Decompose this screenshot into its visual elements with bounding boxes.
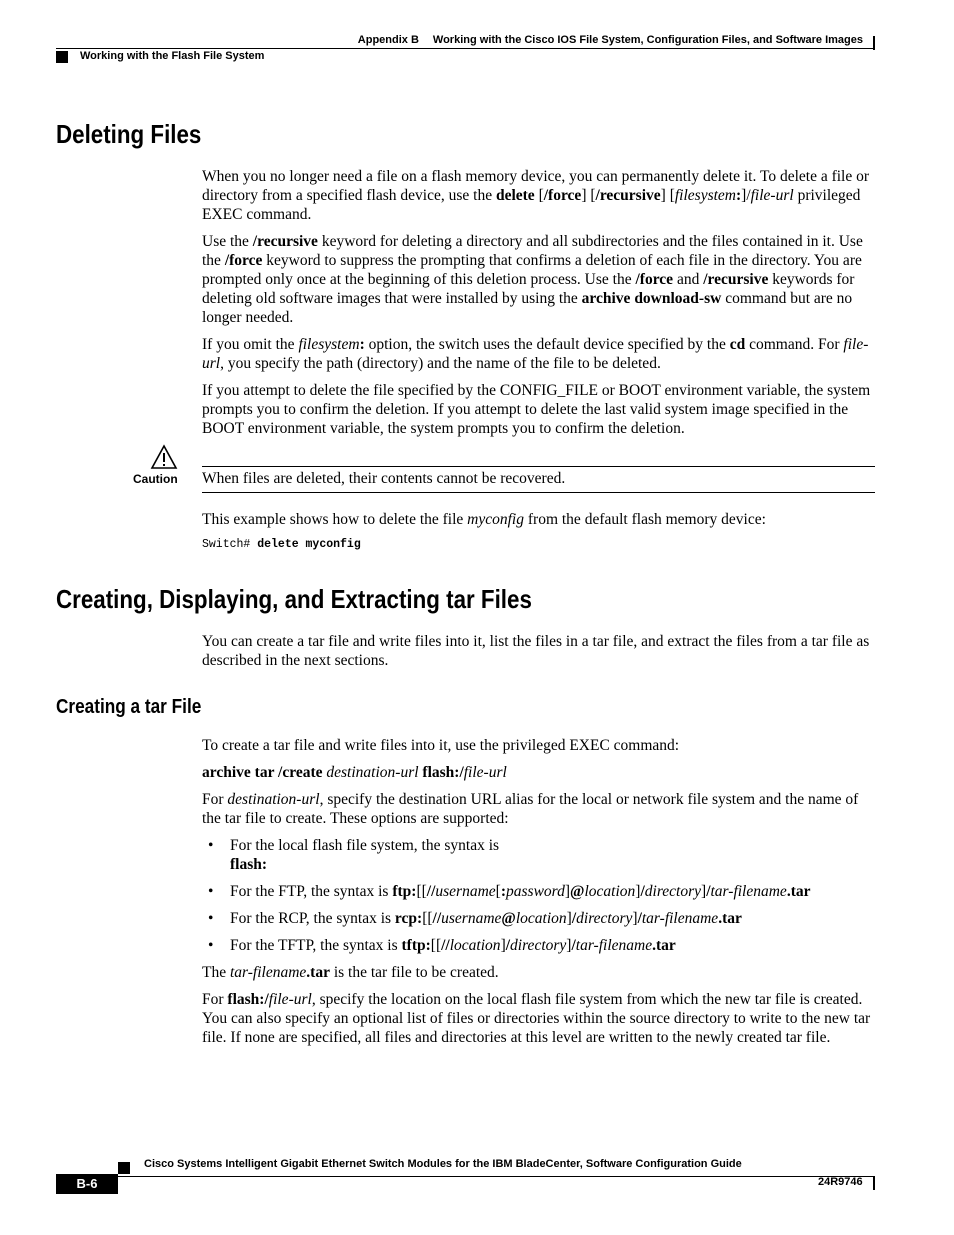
caution-warning-icon xyxy=(150,444,178,470)
deleting-example xyxy=(202,510,875,554)
creating-tar-body xyxy=(202,736,875,1055)
deleting-p5: This example shows how to delete the file myconfig from the default flash memory device: xyxy=(202,511,766,528)
deleting-p1: When you no longer need a file on a flash memory device, you can permanently delete it. To delete a file or directory from a specified flash device, use the delete [/force] [/recursive] [filesystem:]/file-url privileged EXEC command. xyxy=(202,168,870,223)
create-p1: To create a tar file and write files into it, use the privileged EXEC command: xyxy=(202,737,680,754)
url-syntax-list xyxy=(202,836,875,955)
page-number: B-6 xyxy=(56,1174,118,1194)
code-example xyxy=(202,535,875,554)
chapter-title: Working with the Cisco IOS File System, Configuration Files, and Software Images xyxy=(432,34,863,46)
deleting-p4: If you attempt to delete the file specified by the CONFIG_FILE or BOOT environment variable, the system prompts you to confirm the deletion. If you attempt to delete the last valid system image specified in the BOOT environment variable, the system prompts you to confirm the deletion. xyxy=(202,382,871,437)
deleting-p3: If you omit the filesystem: option, the switch uses the default device specified by the cd command. For file-url, you specify the path (directory) and the name of the file to be deleted. xyxy=(202,336,869,372)
header-square-marker xyxy=(56,51,68,63)
appendix-label: Appendix B xyxy=(357,34,419,46)
footer-guide-title: Cisco Systems Intelligent Gigabit Ethernet Switch Modules for the IBM BladeCenter, Software Configuration Guide xyxy=(144,1158,742,1170)
caution-text: When files are deleted, their contents cannot be recovered. xyxy=(202,470,566,487)
list-item-tftp: • For the TFTP, the syntax is tftp:[[//location]/directory]/tar-filename.tar xyxy=(202,936,875,955)
caution-bottom-rule xyxy=(202,492,875,493)
footer-vertical-bar xyxy=(873,1176,875,1190)
deleting-files-body xyxy=(202,167,875,446)
heading-tar-files: Creating, Displaying, and Extracting tar Files xyxy=(56,584,532,614)
tar-files-body xyxy=(202,632,875,678)
footer-square-marker xyxy=(118,1162,130,1174)
create-p2: For destination-url, specify the destination URL alias for the local or network file system and the name of the tar file to create. These options are supported: xyxy=(202,791,859,827)
heading-deleting-files: Deleting Files xyxy=(56,119,202,149)
create-p4: For flash:/file-url, specify the location on the local flash file system from which the new tar file is created. You can also specify an optional list of files or directories within the source directory to write to the new tar file. If none are specified, all files and directories at this level are written to the newly created tar file. xyxy=(202,991,871,1046)
header-rule xyxy=(56,48,875,49)
list-item-flash: • For the local flash file system, the syntax is flash: xyxy=(202,836,875,874)
code-command: delete myconfig xyxy=(257,538,361,551)
tar-p1: You can create a tar file and write files into it, list the files in a tar file, and extract the files from a tar file as described in the next sections. xyxy=(202,633,870,669)
create-p3: The tar-filename.tar is the tar file to be created. xyxy=(202,964,499,981)
list-item-ftp: • For the FTP, the syntax is ftp:[[//username[:password]@location]/directory]/tar-filename.tar xyxy=(202,882,875,901)
section-label: Working with the Flash File System xyxy=(80,50,265,62)
code-prompt: Switch# xyxy=(202,538,258,551)
running-header xyxy=(358,34,863,46)
footer-rule xyxy=(56,1176,875,1177)
caution-top-rule xyxy=(202,466,875,467)
list-item-rcp: • For the RCP, the syntax is rcp:[[//username@location]/directory]/tar-filename.tar xyxy=(202,909,875,928)
heading-creating-tar-file: Creating a tar File xyxy=(56,696,202,718)
create-command-syntax: archive tar /create destination-url flash:/file-url xyxy=(202,764,507,781)
document-number: 24R9746 xyxy=(818,1176,863,1188)
deleting-p2: Use the /recursive keyword for deleting a directory and all subdirectories and the files contained in it. Use the /force keyword to suppress the prompting that confirms a deletion of each file in the directory. You are prompted only once at the beginning of this deletion process. Use the /force and /recursive keywords for deleting old software images that were installed by using the archive download-sw command but are no longer needed. xyxy=(202,233,863,326)
caution-label: Caution xyxy=(133,472,178,486)
